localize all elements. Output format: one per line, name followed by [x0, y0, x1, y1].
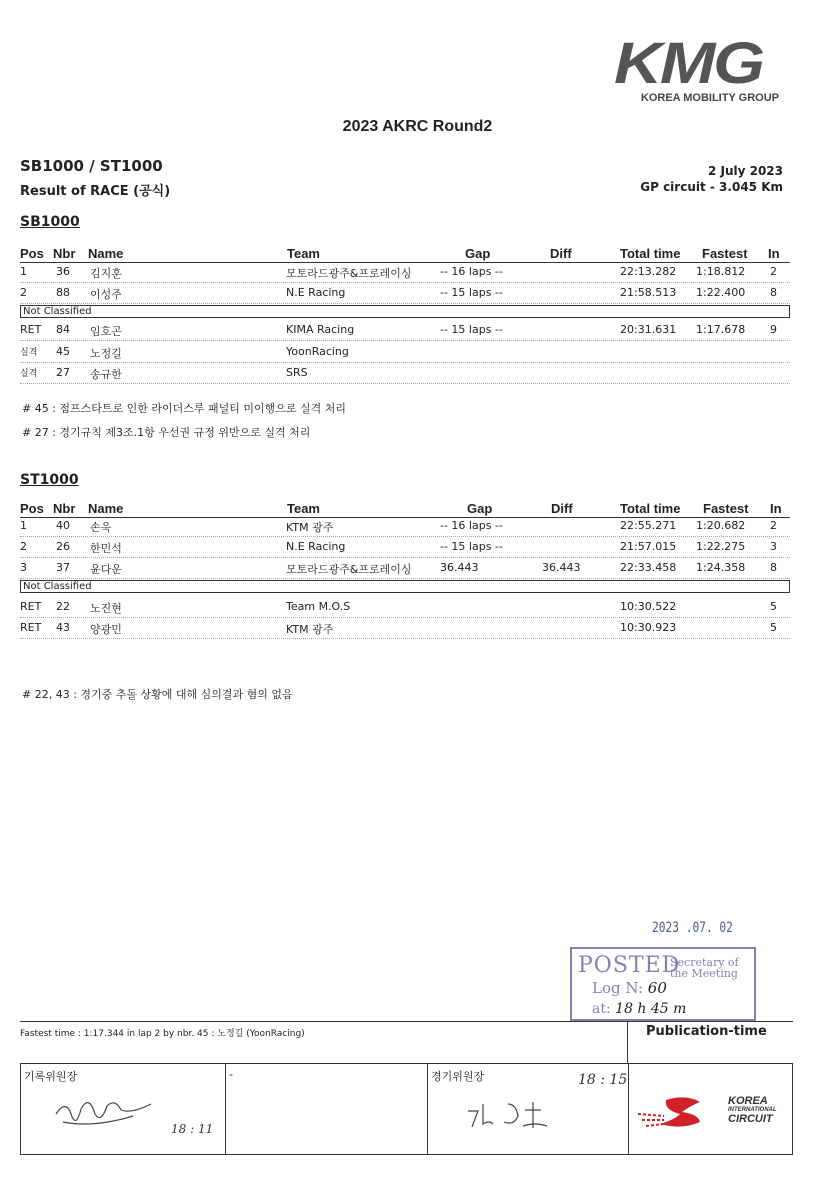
cell-gap: -- 15 laps -- — [440, 540, 503, 553]
cell-in: 2 — [770, 519, 777, 532]
cell-pos: 1 — [20, 265, 27, 278]
divider — [627, 1021, 628, 1063]
table-row — [20, 283, 790, 304]
kic-line2: INTERNATIONAL — [728, 1107, 777, 1113]
col-pos: Pos — [20, 246, 44, 261]
table-row — [20, 262, 790, 283]
cell-nbr: 40 — [56, 519, 70, 532]
cell-gap: -- 15 laps -- — [440, 323, 503, 336]
steward-signature — [463, 1096, 573, 1136]
cell-gap: 36.443 — [440, 561, 479, 574]
st1000-note: # 22, 43 : 경기중 추돌 상황에 대해 심의결과 혐의 없음 — [22, 688, 293, 701]
cell-in: 5 — [770, 600, 777, 613]
table-row — [20, 342, 790, 363]
cell-pos: 2 — [20, 286, 27, 299]
col-diff: Diff — [551, 501, 573, 516]
signature-box — [20, 1063, 793, 1155]
recorder-label: 기록위원장 — [24, 1070, 78, 1083]
cell-nbr: 37 — [56, 561, 70, 574]
divider — [20, 1021, 793, 1022]
cell-name: 송규한 — [90, 368, 122, 381]
steward-cell — [428, 1064, 629, 1154]
table-row — [20, 597, 790, 618]
cell-team: N.E Racing — [286, 286, 346, 299]
kic-line1: KOREA — [728, 1095, 768, 1107]
cell-pos: 실격 — [20, 348, 38, 358]
dash-label: - — [229, 1068, 233, 1081]
page-title: 2023 AKRC Round2 — [342, 118, 493, 135]
cell-fastest: 1:24.358 — [696, 561, 746, 574]
col-total: Total time — [620, 246, 681, 261]
sb1000-not-classified: Not Classified — [20, 305, 790, 318]
col-gap: Gap — [467, 501, 493, 516]
stamp-log-value: 60 — [647, 979, 667, 997]
col-fastest: Fastest — [703, 501, 749, 516]
table-row — [20, 516, 790, 537]
stamp-at-value: 18 h 45 m — [615, 1001, 687, 1017]
stamp-log — [592, 979, 667, 997]
cell-nbr: 88 — [56, 286, 70, 299]
col-team: Team — [287, 246, 320, 261]
col-nbr: Nbr — [53, 501, 76, 516]
kic-text — [728, 1096, 777, 1125]
cell-team: 모토라드광주&프로레이싱 — [286, 563, 412, 576]
col-in: In — [770, 501, 782, 516]
cell-team: KTM 광주 — [286, 521, 334, 534]
table-row — [20, 320, 790, 341]
cell-in: 3 — [770, 540, 777, 553]
logo-brand: KMG — [614, 31, 763, 96]
cell-team: 모토라드광주&프로레이싱 — [286, 267, 412, 280]
col-diff: Diff — [550, 246, 572, 261]
cell-total: 20:31.631 — [620, 323, 677, 336]
cell-name: 이성주 — [90, 288, 122, 301]
cell-team: SRS — [286, 366, 308, 379]
publication-time-label: Publication-time — [646, 1024, 767, 1039]
sb1000-note: # 27 : 경기규칙 제3조.1항 우선권 규정 위반으로 실격 처리 — [22, 426, 311, 439]
cell-fastest: 1:20.682 — [696, 519, 746, 532]
st1000-not-classified: Not Classified — [20, 580, 790, 593]
cell-nbr: 27 — [56, 366, 70, 379]
kic-line3: CIRCUIT — [728, 1113, 773, 1125]
event-date: 2 July 2023 — [707, 164, 783, 178]
col-in: In — [768, 246, 780, 261]
fastest-time-info: Fastest time : 1:17.344 in lap 2 by nbr. 45 : 노정길 (YoonRacing) — [20, 1029, 305, 1039]
cell-fastest: 1:17.678 — [696, 323, 746, 336]
cell-pos: 실격 — [20, 369, 38, 379]
logo-subtitle: KOREA MOBILITY GROUP — [640, 92, 779, 104]
table-row — [20, 558, 790, 579]
recorder-cell — [21, 1064, 226, 1154]
sb1000-note: # 45 : 점프스타트로 인한 라이더스루 패널티 미이행으로 실격 처리 — [22, 402, 347, 415]
cell-team: Team M.O.S — [286, 600, 351, 613]
stamp-at — [592, 1001, 686, 1017]
cell-nbr: 84 — [56, 323, 70, 336]
recorder-signature — [51, 1094, 161, 1134]
col-gap: Gap — [465, 246, 491, 261]
kic-emblem-icon — [636, 1092, 724, 1132]
cell-in: 8 — [770, 561, 777, 574]
cell-pos: RET — [20, 600, 42, 613]
cell-gap: -- 15 laps -- — [440, 286, 503, 299]
cell-pos: 1 — [20, 519, 27, 532]
cell-name: 노정길 — [90, 347, 122, 360]
cell-in: 5 — [770, 621, 777, 634]
cell-pos: RET — [20, 323, 42, 336]
cell-name: 한민석 — [90, 542, 122, 555]
cell-nbr: 22 — [56, 600, 70, 613]
cell-pos: 2 — [20, 540, 27, 553]
cell-team: YoonRacing — [286, 345, 349, 358]
cell-fastest: 1:22.275 — [696, 540, 746, 553]
class-title: SB1000 / ST1000 — [20, 157, 163, 175]
cell-gap: -- 16 laps -- — [440, 265, 503, 278]
cell-in: 9 — [770, 323, 777, 336]
col-fastest: Fastest — [702, 246, 748, 261]
cell-nbr: 26 — [56, 540, 70, 553]
cell-total: 10:30.522 — [620, 600, 677, 613]
cell-team: N.E Racing — [286, 540, 346, 553]
cell-in: 2 — [770, 265, 777, 278]
cell-name: 노진현 — [90, 602, 122, 615]
recorder-time: 18 : 11 — [171, 1122, 214, 1136]
cell-total: 21:58.513 — [620, 286, 677, 299]
cell-team: KIMA Racing — [286, 323, 355, 336]
stamp-log-label: Log N: — [592, 979, 644, 997]
event-info — [640, 163, 783, 195]
kic-logo — [636, 1092, 786, 1132]
cell-pos: 3 — [20, 561, 27, 574]
steward-label: 경기위원장 — [431, 1070, 485, 1083]
table-row — [20, 363, 790, 384]
posted-stamp — [570, 947, 756, 1021]
stamp-secretary: Secretary of the Meeting — [670, 956, 739, 980]
cell-nbr: 43 — [56, 621, 70, 634]
table-row — [20, 537, 790, 558]
steward-time: 18 : 15 — [578, 1072, 628, 1088]
st1000-section-title: ST1000 — [20, 472, 79, 488]
cell-team: KTM 광주 — [286, 623, 334, 636]
stamp-posted: POSTED — [578, 953, 681, 978]
stamp-at-label: at: — [592, 1001, 611, 1017]
result-title: Result of RACE (공식) — [20, 184, 171, 199]
cell-name: 김지훈 — [90, 267, 122, 280]
cell-name: 양광민 — [90, 623, 122, 636]
cell-total: 22:33.458 — [620, 561, 677, 574]
kmg-logo — [614, 31, 779, 104]
cell-diff: 36.443 — [542, 561, 581, 574]
col-name: Name — [88, 246, 124, 261]
circuit-info: GP circuit - 3.045 Km — [640, 180, 783, 194]
cell-nbr: 45 — [56, 345, 70, 358]
col-nbr: Nbr — [53, 246, 76, 261]
col-team: Team — [287, 501, 320, 516]
cell-gap: -- 16 laps -- — [440, 519, 503, 532]
middle-cell — [226, 1064, 428, 1154]
cell-name: 임호곤 — [90, 325, 122, 338]
cell-nbr: 36 — [56, 265, 70, 278]
col-name: Name — [88, 501, 124, 516]
sb1000-table-header — [20, 246, 790, 263]
cell-fastest: 1:18.812 — [696, 265, 746, 278]
table-row — [20, 618, 790, 639]
cell-name: 손욱 — [90, 521, 112, 534]
cell-in: 8 — [770, 286, 777, 299]
cell-total: 22:55.271 — [620, 519, 677, 532]
cell-total: 10:30.923 — [620, 621, 677, 634]
col-pos: Pos — [20, 501, 44, 516]
cell-total: 21:57.015 — [620, 540, 677, 553]
cell-name: 윤다운 — [90, 563, 122, 576]
cell-fastest: 1:22.400 — [696, 286, 746, 299]
col-total: Total time — [620, 501, 681, 516]
cell-total: 22:13.282 — [620, 265, 677, 278]
stamp-date: 2023 .07. 02 — [652, 920, 733, 936]
cell-pos: RET — [20, 621, 42, 634]
sb1000-section-title: SB1000 — [20, 214, 80, 230]
